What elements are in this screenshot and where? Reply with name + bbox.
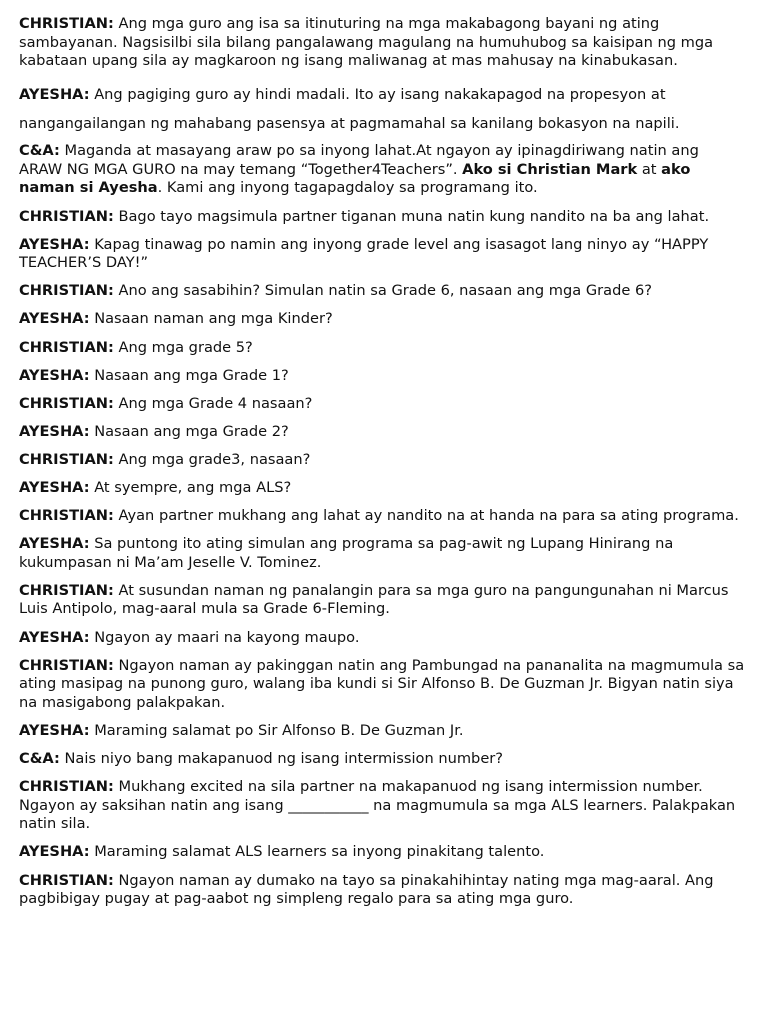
dialogue-text: Ang mga guro ang isa sa itinuturing na mga makabagong bayani ng ating sambayanan. Nagsisilbi sila bilang pangalawang magulang na humuhubog sa kaisipan ng mga kabataan upang sila ay magkaroon ng isang maliwanag at mas mahusay na kinabukasan. <box>19 15 714 70</box>
dialogue-paragraph <box>19 479 746 498</box>
dialogue-paragraph <box>19 507 746 526</box>
dialogue-text: Ngayon ay maari na kayong maupo. <box>89 628 360 646</box>
dialogue-paragraph <box>19 872 746 909</box>
speaker-label: CHRISTIAN: <box>19 394 114 412</box>
speaker-label: CHRISTIAN: <box>19 778 114 796</box>
dialogue-text: Bago tayo magsimula partner tiganan muna natin kung nandito na ba ang lahat. <box>113 207 710 225</box>
dialogue-paragraph <box>19 282 746 301</box>
speaker-label: CHRISTIAN: <box>19 282 114 300</box>
dialogue-paragraph <box>19 80 746 138</box>
speaker-label: AYESHA: <box>19 479 90 496</box>
speaker-label: CHRISTIAN: <box>19 207 114 225</box>
dialogue-text: At syempre, ang mga ALS? <box>89 479 292 496</box>
speaker-label: AYESHA: <box>19 422 90 440</box>
speaker-label: C&A: <box>19 750 60 768</box>
dialogue-paragraph <box>19 535 746 572</box>
dialogue-paragraph <box>19 722 746 741</box>
dialogue-text: Ngayon naman ay pakinggan natin ang Pambungad na pananalita na magmumula sa ating masipag na punong guro, walang iba kundi si Sir Alfonso B. De Guzman Jr. Bigyan natin siya na masigabong palakpakan. <box>19 656 745 711</box>
dialogue-paragraph <box>19 778 746 834</box>
speaker-label: CHRISTIAN: <box>19 507 114 525</box>
dialogue-text: Maraming salamat ALS learners sa inyong pinakitang talento. <box>89 843 545 861</box>
speaker-label: AYESHA: <box>19 366 90 384</box>
dialogue-paragraph <box>19 395 746 414</box>
speaker-label: AYESHA: <box>19 628 90 646</box>
speaker-label: C&A: <box>19 142 60 160</box>
dialogue-paragraph <box>19 750 746 769</box>
dialogue-text: Ngayon naman ay dumako na tayo sa pinakahihintay nating mga mag-aaral. Ang pagbibigay pugay at pag-aabot ng simpleng regalo para sa ating mga guro. <box>19 871 714 908</box>
dialogue-text: Nasaan ang mga Grade 2? <box>89 422 289 440</box>
dialogue-text: At susundan naman ng panalangin para sa mga guro na pangungunahan ni Marcus Luis Antipolo, mag-aaral mula sa Grade 6-Fleming. <box>19 581 729 618</box>
speaker-label: AYESHA: <box>19 535 90 553</box>
dialogue-text: Ayan partner mukhang ang lahat ay nandito na at handa na para sa ating programa. <box>113 507 739 525</box>
dialogue-paragraph <box>19 15 746 71</box>
dialogue-paragraph <box>19 236 746 273</box>
dialogue-text: Maraming salamat po Sir Alfonso B. De Guzman Jr. <box>89 721 464 739</box>
speaker-label: CHRISTIAN: <box>19 656 114 674</box>
dialogue-paragraph <box>19 423 746 442</box>
dialogue-text: Nasaan ang mga Grade 1? <box>89 366 289 384</box>
speaker-label: AYESHA: <box>19 86 90 104</box>
emcee-name-ayesha: ako naman si Ayesha <box>19 160 691 197</box>
speaker-label: CHRISTIAN: <box>19 15 114 32</box>
dialogue-text: Ang mga Grade 4 nasaan? <box>113 394 313 412</box>
dialogue-text: at <box>637 160 662 178</box>
dialogue-paragraph <box>19 657 746 713</box>
dialogue-text: Kapag tinawag po namin ang inyong grade level ang isasagot lang ninyo ay “HAPPY TEACHER’S DAY!” <box>19 235 709 272</box>
speaker-label: CHRISTIAN: <box>19 450 114 468</box>
dialogue-paragraph <box>19 142 746 198</box>
speaker-label: AYESHA: <box>19 721 90 739</box>
dialogue-text: Maganda at masayang araw po sa inyong lahat.At ngayon ay ipinagdiriwang natin ang ARAW NG MGA GURO na may temang “Together4Teachers”. <box>19 142 699 178</box>
speaker-label: AYESHA: <box>19 235 90 253</box>
dialogue-text: Nasaan naman ang mga Kinder? <box>89 310 333 328</box>
dialogue-paragraph <box>19 843 746 862</box>
dialogue-text: Nais niyo bang makapanuod ng isang intermission number? <box>59 750 504 768</box>
speaker-label: CHRISTIAN: <box>19 871 114 889</box>
dialogue-text: Ang mga grade 5? <box>113 338 253 356</box>
speaker-label: AYESHA: <box>19 310 90 328</box>
dialogue-paragraph <box>19 208 746 227</box>
dialogue-text: Ang pagiging guro ay hindi madali. Ito ay isang nakakapagod na propesyon at nangangailangan ng mahabang pasensya at pagmamahal sa kanilang bokasyon na napili. <box>19 86 680 133</box>
dialogue-text: . Kami ang inyong tagapagdaloy sa programang ito. <box>157 179 538 197</box>
speaker-label: AYESHA: <box>19 843 90 861</box>
emcee-name-christian: Ako si Christian Mark <box>462 160 638 178</box>
dialogue-paragraph <box>19 629 746 648</box>
speaker-label: CHRISTIAN: <box>19 581 114 599</box>
dialogue-paragraph <box>19 310 746 329</box>
dialogue-paragraph <box>19 582 746 619</box>
speaker-label: CHRISTIAN: <box>19 338 114 356</box>
dialogue-text: Mukhang excited na sila partner na makapanuod ng isang intermission number. Ngayon ay saksihan natin ang isang ___________ na magmumula sa mga ALS learners. Palakpakan natin sila. <box>19 778 736 833</box>
dialogue-text: Sa puntong ito ating simulan ang programa sa pag-awit ng Lupang Hinirang na kukumpasan ni Ma’am Jeselle V. Tominez. <box>19 535 674 571</box>
dialogue-text: Ano ang sasabihin? Simulan natin sa Grade 6, nasaan ang mga Grade 6? <box>113 282 653 300</box>
dialogue-paragraph <box>19 339 746 358</box>
dialogue-paragraph <box>19 451 746 470</box>
dialogue-text: Ang mga grade3, nasaan? <box>113 450 311 468</box>
dialogue-paragraph <box>19 367 746 386</box>
